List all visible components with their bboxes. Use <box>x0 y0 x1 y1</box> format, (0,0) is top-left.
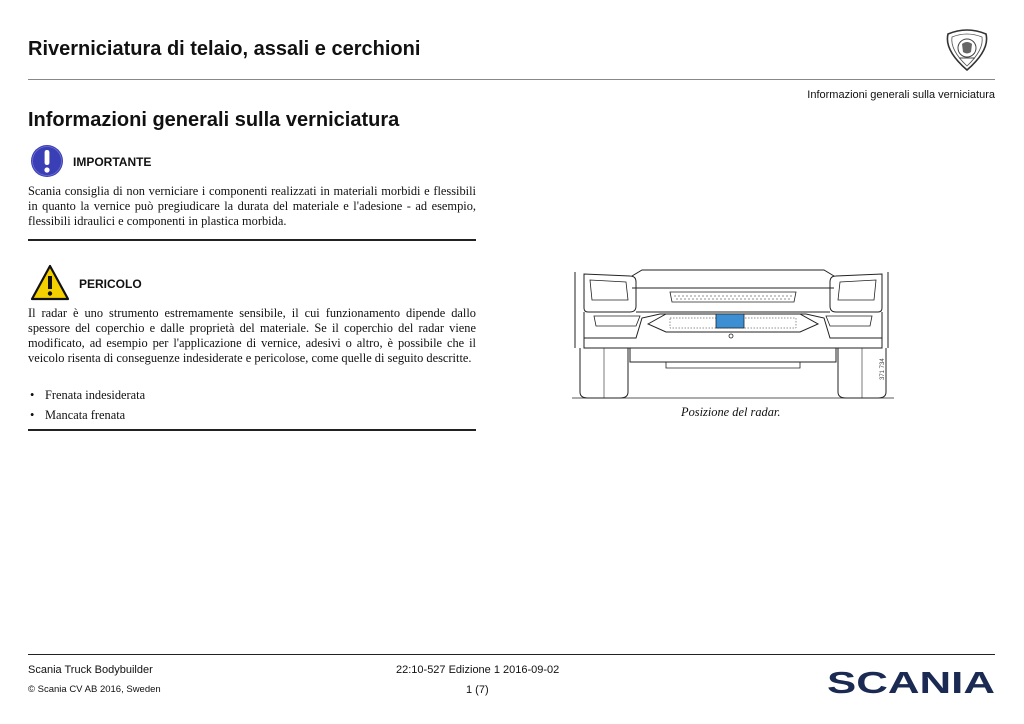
important-label: IMPORTANTE <box>73 155 152 169</box>
document-title: Riverniciatura di telaio, assali e cerchioni <box>28 38 421 60</box>
section-reference: Informazioni generali sulla verniciatura <box>807 89 995 101</box>
scania-griffin-logo-icon <box>944 28 990 72</box>
image-code: 371 734 <box>880 358 886 380</box>
important-text: Scania consiglia di non verniciare i componenti realizzati in materiali morbidi e flessibili in quanto la vernice può pregiudicare la durata del materiale e l'adesione - ad esempio, flessibili idraulici e componenti in plastica morbida. <box>28 184 476 228</box>
copyright-notice: © Scania CV AB 2016, Sweden <box>28 684 161 695</box>
danger-label: PERICOLO <box>79 277 142 291</box>
footer-divider <box>28 654 995 655</box>
scania-wordmark-logo <box>826 668 996 696</box>
truck-front-illustration <box>570 268 896 404</box>
warning-triangle-icon <box>30 264 70 302</box>
consequence-list <box>28 385 468 425</box>
publication-name: Scania Truck Bodybuilder <box>28 664 153 676</box>
figure-caption: Posizione del radar. <box>681 405 781 419</box>
notice-divider <box>28 429 476 431</box>
brand-wordmark: SCANIA <box>827 668 995 696</box>
section-title: Informazioni generali sulla verniciatura <box>28 109 400 131</box>
danger-text: Il radar è uno strumento estremamente sensibile, il cui funzionamento dipende dallo spessore del coperchio e dalle proprietà del materiale. Se il coperchio del radar viene modificato, ad esempio per l'applicazione di vernice, adesivi o altro, è possibile che il veicolo risenta di conseguenze indesiderate e pericolose, come quelle di seguito descritte. <box>28 306 476 365</box>
notice-divider <box>28 239 476 241</box>
exclamation-circle-icon <box>30 144 64 178</box>
header-divider <box>28 79 995 80</box>
document-reference: 22:10-527 Edizione 1 2016-09-02 <box>396 664 560 676</box>
list-item: • Frenata indesiderata <box>28 385 468 405</box>
page-number: 1 (7) <box>466 684 489 696</box>
list-item: • Mancata frenata <box>28 405 468 425</box>
